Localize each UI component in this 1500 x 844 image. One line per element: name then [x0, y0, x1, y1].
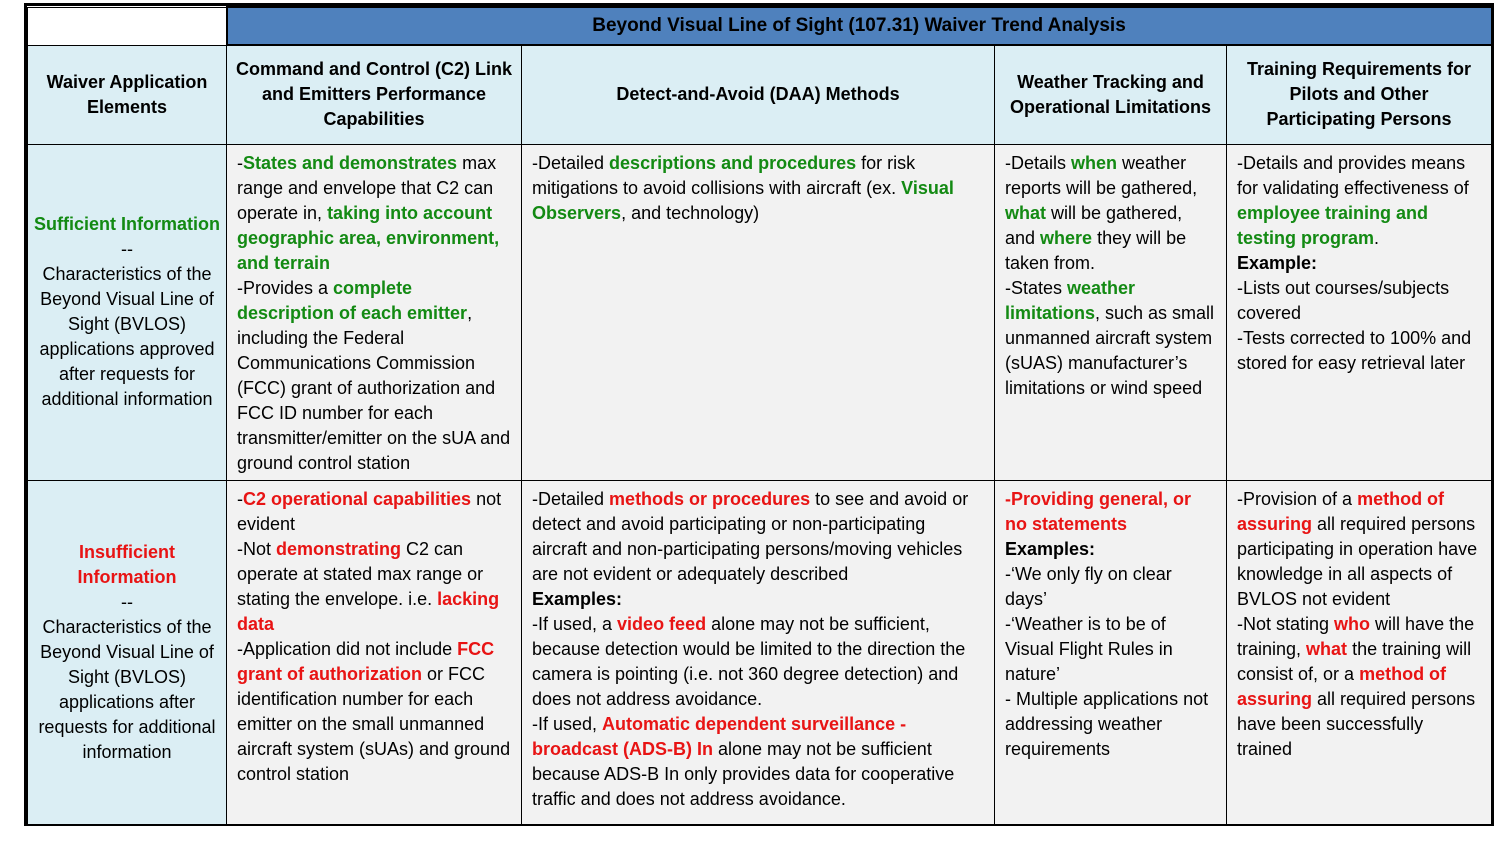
text-run: they will be taken from.: [1005, 227, 1187, 273]
insufficient-training-para-2: [1237, 612, 1481, 762]
table-title: Beyond Visual Line of Sight (107.31) Waiver Trend Analysis: [227, 7, 1492, 45]
text-run: C2 can operate at stated max range or stating the envelope. i.e.: [237, 538, 484, 609]
text-run: -Application did not include: [237, 638, 458, 659]
text-run: alone may not be sufficient, because detection would be limited to the direction the camera is pointing (i.e. not 360 degree detection) and does not address avoidance.: [532, 613, 966, 709]
sufficient-weather-para-2: [1005, 276, 1216, 401]
text-run: -Not: [237, 538, 277, 559]
insufficient-weather-examples-label: Examples:: [1005, 538, 1096, 559]
highlight-green: States and demonstrates: [243, 152, 458, 173]
text-run: -Provision of a: [1237, 488, 1358, 509]
text-run: -Detailed: [532, 152, 610, 173]
highlight-red: video feed: [617, 613, 707, 634]
sufficient-training-example-label: Example:: [1237, 252, 1318, 273]
text-run: -: [237, 488, 243, 509]
sufficient-row: [28, 144, 1492, 480]
insufficient-daa-para-2: [532, 612, 984, 712]
text-run: -Provides a: [237, 277, 334, 298]
highlight-red: lacking data: [237, 588, 500, 634]
insufficient-daa-para-3: [532, 712, 984, 812]
sufficient-label-desc: Characteristics of the Beyond Visual Line of Sight (BVLOS) applications approved after requests for additional information: [39, 264, 215, 409]
sufficient-training-para-1: [1237, 151, 1481, 251]
text-run: for risk mitigations to avoid collisions with aircraft (ex.: [532, 152, 916, 198]
sufficient-training-para-2: -Lists out courses/subjects covered: [1237, 277, 1450, 323]
text-run: weather reports will be gathered,: [1005, 152, 1198, 198]
insufficient-c2-cell: [227, 480, 522, 824]
highlight-red: FCC grant of authorization: [237, 638, 495, 684]
highlight-red: Automatic dependent surveillance - broadcast (ADS-B) In: [532, 713, 907, 759]
insufficient-daa-examples-label: Examples:: [532, 588, 623, 609]
insufficient-daa-para-1: [532, 487, 984, 587]
highlight-green: complete description of each emitter: [237, 277, 468, 323]
sufficient-daa-cell: [522, 144, 995, 480]
highlight-red: who: [1334, 613, 1371, 634]
highlight-red: what: [1306, 638, 1348, 659]
highlight-green: where: [1040, 227, 1093, 248]
insufficient-c2-para-2: [237, 537, 511, 637]
header-weather: Weather Tracking and Operational Limitations: [995, 45, 1227, 144]
text-run: -: [237, 152, 243, 173]
text-run: all required persons participating in operation have knowledge in all aspects of BVLOS not evident: [1237, 513, 1478, 609]
text-run: max range and envelope that C2 can operate in,: [237, 152, 497, 223]
insufficient-label-desc: Characteristics of the Beyond Visual Line of Sight (BVLOS) applications after requests for additional information: [38, 616, 216, 762]
sufficient-training-para-3: -Tests corrected to 100% and stored for easy retrieval later: [1237, 327, 1472, 373]
header-daa: Detect-and-Avoid (DAA) Methods: [522, 45, 995, 144]
text-run: -States: [1005, 277, 1068, 298]
highlight-red: C2 operational capabilities: [243, 488, 472, 509]
highlight-red: method of assuring: [1237, 488, 1445, 534]
insufficient-weather-para-4: - Multiple applications not addressing weather requirements: [1005, 688, 1209, 759]
insufficient-daa-cell: [522, 480, 995, 824]
insufficient-label-title: Insufficient Information: [77, 541, 177, 587]
sufficient-c2-cell: [227, 144, 522, 480]
sufficient-separator: --: [121, 239, 133, 259]
highlight-green: descriptions and procedures: [609, 152, 857, 173]
highlight-green: Visual Observers: [532, 177, 954, 223]
text-run: -Details: [1005, 152, 1072, 173]
text-run: , such as small unmanned aircraft system (sUAS) manufacturer’s limitations or wind speed: [1005, 302, 1215, 398]
text-run: -Details and provides means for validating effectiveness of: [1237, 152, 1469, 198]
highlight-red: demonstrating: [276, 538, 402, 559]
text-run: to see and avoid or detect and avoid participating or non-participating aircraft and non-participating persons/moving vehicles are not evident or adequately described: [532, 488, 969, 584]
text-run: not evident: [237, 488, 502, 534]
sufficient-label-cell: [28, 144, 227, 480]
insufficient-separator: --: [121, 591, 133, 612]
highlight-green: what: [1005, 202, 1047, 223]
sufficient-c2-para-2: [237, 276, 511, 476]
text-run: alone may not be sufficient because ADS-B In only provides data for cooperative traffic and does not address avoidance.: [532, 738, 955, 809]
header-elements: Waiver Application Elements: [28, 45, 227, 144]
insufficient-training-para-1: [1237, 487, 1481, 612]
blank-corner-cell: [28, 7, 227, 45]
insufficient-row: [28, 480, 1492, 824]
sufficient-weather-cell: [995, 144, 1227, 480]
insufficient-weather-para-1: -Providing general, or no statements: [1005, 488, 1192, 534]
highlight-green: employee training and testing program: [1237, 202, 1429, 248]
sufficient-weather-para-1: [1005, 151, 1216, 276]
insufficient-weather-cell: [995, 480, 1227, 824]
text-run: or FCC identification number for each emitter on the small unmanned aircraft system (sUAs) and ground control station: [237, 663, 511, 784]
highlight-green: when: [1071, 152, 1118, 173]
insufficient-label-cell: [28, 480, 227, 824]
highlight-green: weather limitations: [1005, 277, 1136, 323]
sufficient-label-title: Sufficient Information: [34, 214, 220, 234]
insufficient-c2-para-3: [237, 637, 511, 787]
header-c2: Command and Control (C2) Link and Emitters Performance Capabilities: [227, 45, 522, 144]
insufficient-c2-para-1: [237, 487, 511, 537]
waiver-trend-table: [27, 6, 1493, 825]
sufficient-daa-para-1: [532, 151, 984, 226]
text-run: -Detailed: [532, 488, 610, 509]
text-run: -Not stating: [1237, 613, 1335, 634]
text-run: the training will consist of, or a: [1237, 638, 1472, 684]
insufficient-weather-para-2: -‘We only fly on clear days’: [1005, 563, 1172, 609]
text-run: will be gathered, and: [1005, 202, 1183, 248]
insufficient-weather-para-3: -‘Weather is to be of Visual Flight Rules in nature’: [1005, 613, 1173, 684]
highlight-red: methods or procedures: [609, 488, 811, 509]
text-run: all required persons have been successfully trained: [1237, 688, 1476, 759]
insufficient-training-cell: [1227, 480, 1492, 824]
text-run: -If used,: [532, 713, 603, 734]
text-run: .: [1374, 227, 1380, 248]
text-run: -If used, a: [532, 613, 618, 634]
title-row: [28, 7, 1492, 45]
header-row: [28, 45, 1492, 144]
sufficient-training-cell: [1227, 144, 1492, 480]
sufficient-c2-para-1: [237, 151, 511, 276]
highlight-green: taking into account geographic area, environment, and terrain: [237, 202, 500, 273]
text-run: will have the training,: [1237, 613, 1475, 659]
text-run: , including the Federal Communications Commission (FCC) grant of authorization and FCC ID number for each transmitter/emitter on the sUA and ground control station: [237, 302, 511, 473]
waiver-trend-table-frame: [24, 3, 1494, 826]
highlight-red: method of assuring: [1237, 663, 1447, 709]
text-run: , and technology): [621, 202, 760, 223]
header-training: Training Requirements for Pilots and Other Participating Persons: [1227, 45, 1492, 144]
